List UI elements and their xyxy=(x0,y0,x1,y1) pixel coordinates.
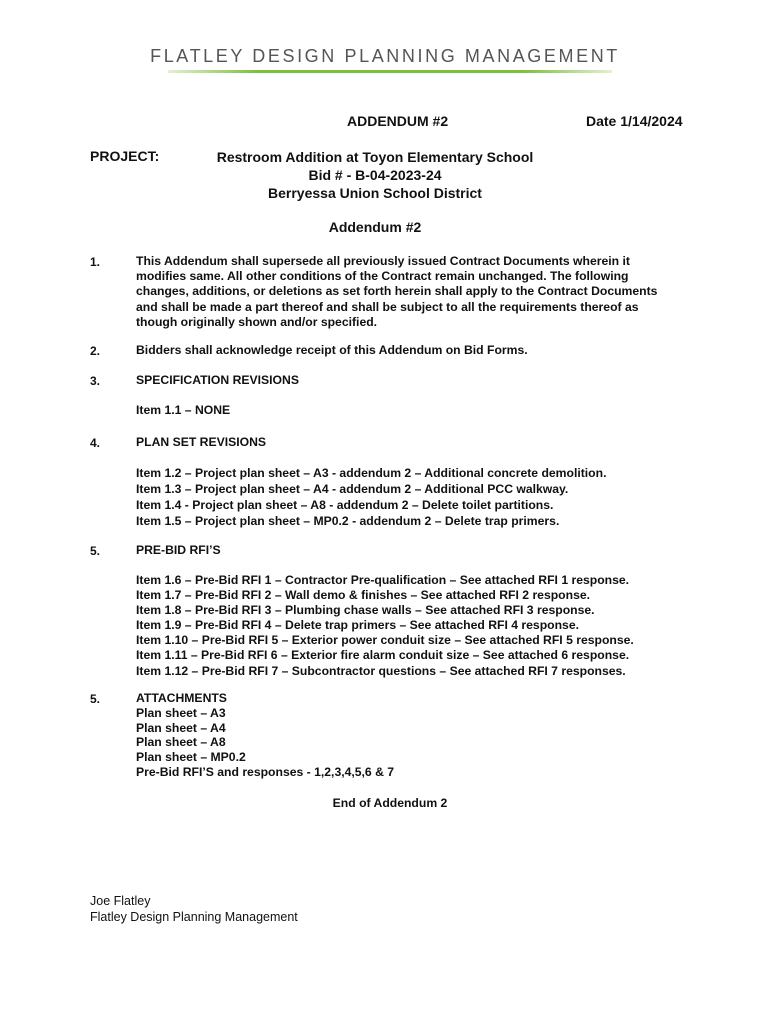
rfi-item: Item 1.7 – Pre-Bid RFI 2 – Wall demo & finishes – See attached RFI 2 response. xyxy=(136,588,591,603)
section-4-items xyxy=(136,465,696,529)
plan-revision-item: Item 1.5 – Project plan sheet – MP0.2 - addendum 2 – Delete trap primers. xyxy=(136,514,560,528)
section-1-line: This Addendum shall supersede all previously issued Contract Documents wherein it xyxy=(136,254,630,268)
rfi-item: Item 1.6 – Pre-Bid RFI 1 – Contractor Pre-qualification – See attached RFI 1 response. xyxy=(136,573,630,587)
addendum-date: Date 1/14/2024 xyxy=(586,113,683,129)
section-4-number: 4. xyxy=(90,436,101,450)
rfi-item: Item 1.9 – Pre-Bid RFI 4 – Delete trap primers – See attached RFI 4 response. xyxy=(136,618,579,633)
attachment-item: Plan sheet – A3 xyxy=(136,705,226,720)
project-name: Restroom Addition at Toyon Elementary School xyxy=(216,149,534,165)
plan-revision-item: Item 1.3 – Project plan sheet – A4 - addendum 2 – Additional PCC walkway. xyxy=(136,482,569,496)
section-2-text: Bidders shall acknowledge receipt of this Addendum on Bid Forms. xyxy=(136,343,528,357)
section-1-line: modifies same. All other conditions of the Contract remain unchanged. The following xyxy=(136,269,629,284)
attachments-title: ATTACHMENTS xyxy=(136,691,227,705)
section-4-title: PLAN SET REVISIONS xyxy=(136,435,267,449)
section-3-title: SPECIFICATION REVISIONS xyxy=(136,373,299,387)
attachments-list xyxy=(136,691,696,780)
plan-revision-item: Item 1.4 - Project plan sheet – A8 - addendum 2 – Delete toilet partitions. xyxy=(136,498,554,512)
letterhead: FLATLEY DESIGN PLANNING MANAGEMENT xyxy=(150,46,620,66)
attachment-item: Plan sheet – MP0.2 xyxy=(136,750,246,765)
addendum-subtitle: Addendum #2 xyxy=(328,219,422,235)
bid-number: Bid # - B-04-2023-24 xyxy=(308,167,442,183)
section-5-title: PRE-BID RFI’S xyxy=(136,543,221,557)
addendum-heading: ADDENDUM #2 xyxy=(347,113,449,129)
signature-block xyxy=(90,893,298,925)
letterhead-rule xyxy=(168,70,612,73)
end-of-addendum: End of Addendum 2 xyxy=(332,796,448,810)
section-1-line: changes, additions, or deletions as set forth herein shall apply to the Contract Documents xyxy=(136,284,658,299)
signatory-name: Joe Flatley xyxy=(90,894,151,908)
section-1-text xyxy=(136,254,696,330)
section-1-line: and shall be made a part thereof and shall be subject to all the requirements thereof as xyxy=(136,299,639,314)
attachment-item: Pre-Bid RFI’S and responses - 1,2,3,4,5,6 & 7 xyxy=(136,764,395,779)
project-label: PROJECT: xyxy=(90,148,160,164)
section-2-number: 2. xyxy=(90,344,101,358)
school-district: Berryessa Union School District xyxy=(268,185,482,201)
attachment-item: Plan sheet – A8 xyxy=(136,735,226,750)
project-info xyxy=(200,148,550,202)
attachments-number: 5. xyxy=(90,692,101,706)
rfi-item: Item 1.10 – Pre-Bid RFI 5 – Exterior power conduit size – See attached RFI 5 response. xyxy=(136,633,634,648)
section-3-number: 3. xyxy=(90,374,101,388)
section-5-items xyxy=(136,573,696,679)
section-3-item: Item 1.1 – NONE xyxy=(136,403,231,417)
rfi-item: Item 1.12 – Pre-Bid RFI 7 – Subcontractor questions – See attached RFI 7 responses. xyxy=(136,663,626,678)
section-5-number: 5. xyxy=(90,544,101,558)
rfi-item: Item 1.11 – Pre-Bid RFI 6 – Exterior fire alarm conduit size – See attached 6 response. xyxy=(136,648,630,663)
rfi-item: Item 1.8 – Pre-Bid RFI 3 – Plumbing chase walls – See attached RFI 3 response. xyxy=(136,603,595,618)
attachment-item: Plan sheet – A4 xyxy=(136,720,226,735)
plan-revision-item: Item 1.2 – Project plan sheet – A3 - addendum 2 – Additional concrete demolition. xyxy=(136,466,607,480)
signatory-company: Flatley Design Planning Management xyxy=(90,910,298,924)
section-1-number: 1. xyxy=(90,255,101,269)
section-1-line: though originally shown and/or specified. xyxy=(136,314,378,329)
